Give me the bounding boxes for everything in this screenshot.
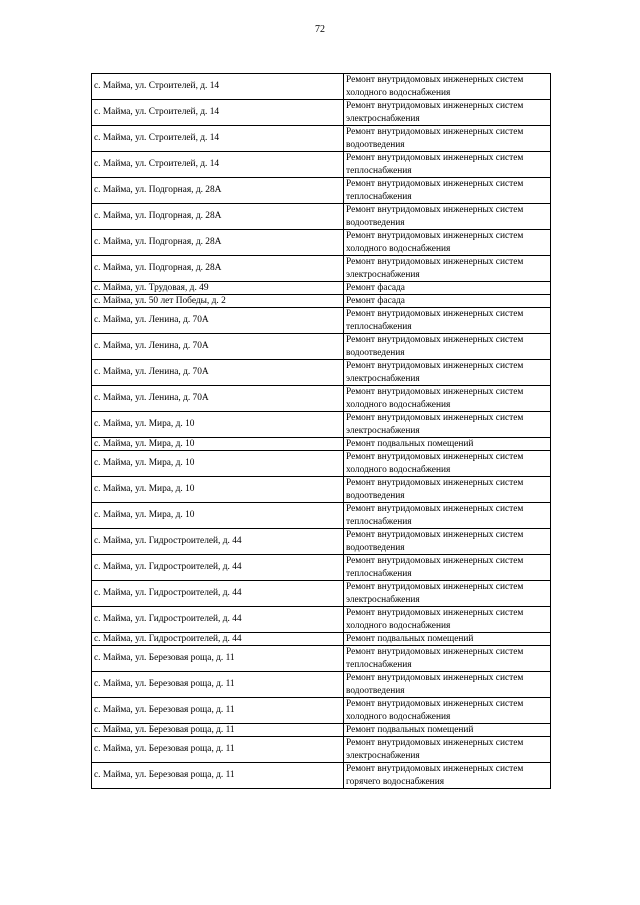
- address-cell: с. Майма, ул. Березовая роща, д. 11: [92, 672, 344, 698]
- table-row: [92, 152, 551, 178]
- address-cell: с. Майма, ул. Березовая роща, д. 11: [92, 763, 344, 789]
- address-cell: с. Майма, ул. Ленина, д. 70А: [92, 360, 344, 386]
- address-cell: с. Майма, ул. Мира, д. 10: [92, 438, 344, 451]
- address-cell: с. Майма, ул. Строителей, д. 14: [92, 152, 344, 178]
- work-type-cell: Ремонт подвальных помещений: [344, 724, 551, 737]
- address-cell: с. Майма, ул. Гидростроителей, д. 44: [92, 529, 344, 555]
- table-row: [92, 282, 551, 295]
- work-type-cell: Ремонт внутридомовых инженерных систем водоотведения: [344, 672, 551, 698]
- work-type-cell: Ремонт внутридомовых инженерных систем теплоснабжения: [344, 503, 551, 529]
- work-type-cell: Ремонт внутридомовых инженерных систем электроснабжения: [344, 412, 551, 438]
- address-cell: с. Майма, ул. Подгорная, д. 28А: [92, 256, 344, 282]
- work-type-cell: Ремонт внутридомовых инженерных систем электроснабжения: [344, 581, 551, 607]
- address-cell: с. Майма, ул. 50 лет Победы, д. 2: [92, 295, 344, 308]
- table-row: [92, 256, 551, 282]
- table-row: [92, 412, 551, 438]
- address-cell: с. Майма, ул. Строителей, д. 14: [92, 100, 344, 126]
- address-cell: с. Майма, ул. Мира, д. 10: [92, 503, 344, 529]
- work-type-cell: Ремонт внутридомовых инженерных систем водоотведения: [344, 126, 551, 152]
- address-cell: с. Майма, ул. Березовая роща, д. 11: [92, 724, 344, 737]
- table-row: [92, 451, 551, 477]
- work-type-cell: Ремонт внутридомовых инженерных систем теплоснабжения: [344, 555, 551, 581]
- table-row: [92, 503, 551, 529]
- address-cell: с. Майма, ул. Ленина, д. 70А: [92, 386, 344, 412]
- address-cell: с. Майма, ул. Ленина, д. 70А: [92, 334, 344, 360]
- address-cell: с. Майма, ул. Трудовая, д. 49: [92, 282, 344, 295]
- address-cell: с. Майма, ул. Подгорная, д. 28А: [92, 204, 344, 230]
- page-number: 72: [315, 24, 325, 35]
- work-type-cell: Ремонт подвальных помещений: [344, 438, 551, 451]
- table-row: [92, 308, 551, 334]
- address-cell: с. Майма, ул. Гидростроителей, д. 44: [92, 555, 344, 581]
- table-row: [92, 763, 551, 789]
- table-row: [92, 126, 551, 152]
- table-row: [92, 74, 551, 100]
- address-cell: с. Майма, ул. Мира, д. 10: [92, 477, 344, 503]
- table-row: [92, 334, 551, 360]
- table-row: [92, 607, 551, 633]
- work-type-cell: Ремонт внутридомовых инженерных систем электроснабжения: [344, 360, 551, 386]
- address-cell: с. Майма, ул. Мира, д. 10: [92, 412, 344, 438]
- work-type-cell: Ремонт внутридомовых инженерных систем холодного водоснабжения: [344, 386, 551, 412]
- address-cell: с. Майма, ул. Мира, д. 10: [92, 451, 344, 477]
- address-cell: с. Майма, ул. Гидростроителей, д. 44: [92, 581, 344, 607]
- address-cell: с. Майма, ул. Гидростроителей, д. 44: [92, 607, 344, 633]
- work-type-cell: Ремонт внутридомовых инженерных систем холодного водоснабжения: [344, 230, 551, 256]
- address-cell: с. Майма, ул. Березовая роща, д. 11: [92, 698, 344, 724]
- work-type-cell: Ремонт внутридомовых инженерных систем теплоснабжения: [344, 152, 551, 178]
- table-row: [92, 672, 551, 698]
- work-type-cell: Ремонт внутридомовых инженерных систем холодного водоснабжения: [344, 74, 551, 100]
- table-row: [92, 724, 551, 737]
- work-type-cell: Ремонт внутридомовых инженерных систем теплоснабжения: [344, 178, 551, 204]
- table-row: [92, 230, 551, 256]
- address-cell: с. Майма, ул. Строителей, д. 14: [92, 74, 344, 100]
- work-type-cell: Ремонт внутридомовых инженерных систем горячего водоснабжения: [344, 763, 551, 789]
- work-type-cell: Ремонт внутридомовых инженерных систем водоотведения: [344, 334, 551, 360]
- address-cell: с. Майма, ул. Березовая роща, д. 11: [92, 646, 344, 672]
- table-row: [92, 438, 551, 451]
- table-row: [92, 477, 551, 503]
- table-row: [92, 633, 551, 646]
- table-row: [92, 295, 551, 308]
- work-type-cell: Ремонт фасада: [344, 295, 551, 308]
- repair-works-table: [91, 73, 551, 789]
- table-row: [92, 555, 551, 581]
- table-row: [92, 100, 551, 126]
- address-cell: с. Майма, ул. Березовая роща, д. 11: [92, 737, 344, 763]
- table-row: [92, 646, 551, 672]
- work-type-cell: Ремонт внутридомовых инженерных систем холодного водоснабжения: [344, 607, 551, 633]
- work-type-cell: Ремонт внутридомовых инженерных систем электроснабжения: [344, 256, 551, 282]
- address-cell: с. Майма, ул. Ленина, д. 70А: [92, 308, 344, 334]
- work-type-cell: Ремонт внутридомовых инженерных систем электроснабжения: [344, 100, 551, 126]
- work-type-cell: Ремонт внутридомовых инженерных систем теплоснабжения: [344, 308, 551, 334]
- table-row: [92, 698, 551, 724]
- table-row: [92, 178, 551, 204]
- work-type-cell: Ремонт внутридомовых инженерных систем холодного водоснабжения: [344, 698, 551, 724]
- work-type-cell: Ремонт подвальных помещений: [344, 633, 551, 646]
- table-row: [92, 386, 551, 412]
- work-type-cell: Ремонт внутридомовых инженерных систем водоотведения: [344, 529, 551, 555]
- repair-works-table-body: [92, 74, 551, 789]
- table-row: [92, 581, 551, 607]
- work-type-cell: Ремонт внутридомовых инженерных систем водоотведения: [344, 204, 551, 230]
- address-cell: с. Майма, ул. Строителей, д. 14: [92, 126, 344, 152]
- table-row: [92, 529, 551, 555]
- table-row: [92, 737, 551, 763]
- work-type-cell: Ремонт фасада: [344, 282, 551, 295]
- work-type-cell: Ремонт внутридомовых инженерных систем холодного водоснабжения: [344, 451, 551, 477]
- work-type-cell: Ремонт внутридомовых инженерных систем электроснабжения: [344, 737, 551, 763]
- address-cell: с. Майма, ул. Подгорная, д. 28А: [92, 178, 344, 204]
- work-type-cell: Ремонт внутридомовых инженерных систем водоотведения: [344, 477, 551, 503]
- work-type-cell: Ремонт внутридомовых инженерных систем теплоснабжения: [344, 646, 551, 672]
- table-row: [92, 204, 551, 230]
- address-cell: с. Майма, ул. Подгорная, д. 28А: [92, 230, 344, 256]
- table-row: [92, 360, 551, 386]
- address-cell: с. Майма, ул. Гидростроителей, д. 44: [92, 633, 344, 646]
